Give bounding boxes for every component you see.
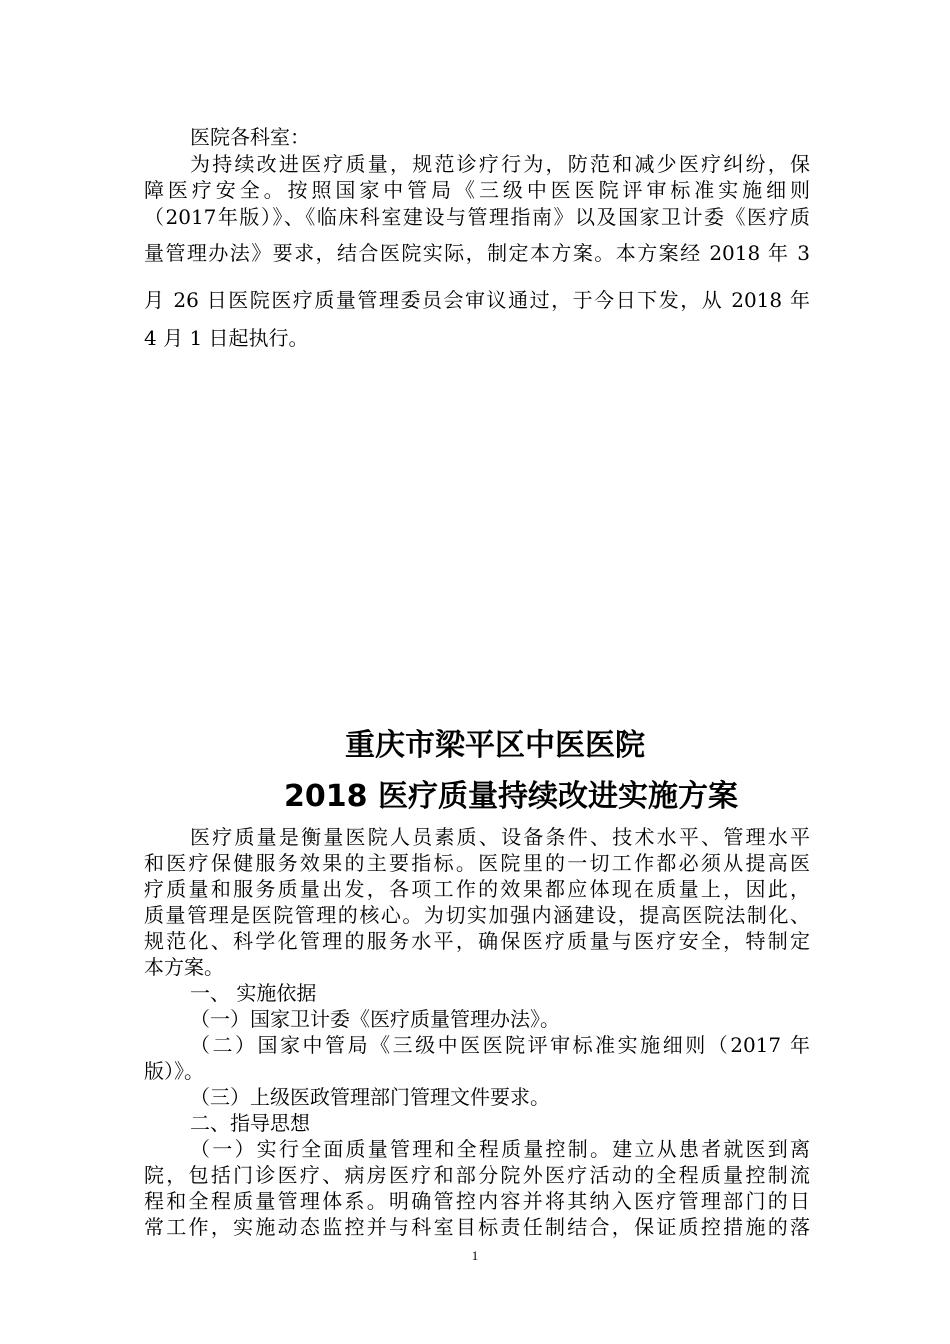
intro-line: 和医疗保健服务效果的主要指标。医院里的一切工作都必须从提高医 (144, 851, 810, 875)
intro-line: 本方案。 (144, 955, 224, 979)
letter-line: 障医疗安全。按照国家中管局《三级中医医院评审标准实施细则 (144, 178, 810, 202)
letter-line: 量管理办法》要求，结合医院实际，制定本方案。本方案经 2018 年 3 (144, 241, 810, 265)
section-heading: 二、指导思想 (190, 1111, 310, 1135)
section-item: （三）上级医政管理部门管理文件要求。 (190, 1085, 550, 1109)
intro-line: 疗质量和服务质量出发，各项工作的效果都应体现在质量上，因此， (144, 877, 810, 901)
section-line: 院，包括门诊医疗、病房医疗和部分院外医疗活动的全程质量控制流 (144, 1163, 810, 1187)
section-line: （一）实行全面质量管理和全程质量控制。建立从患者就医到离 (190, 1137, 810, 1161)
letter-salutation: 医院各科室： (190, 125, 310, 149)
letter-line: 为持续改进医疗质量，规范诊疗行为，防范和减少医疗纠纷，保 (190, 152, 810, 176)
letter-line: 月 26 日医院医疗质量管理委员会审议通过，于今日下发，从 2018 年 (144, 288, 810, 312)
intro-line: 规范化、科学化管理的服务水平，确保医疗质量与医疗安全，特制定 (144, 929, 810, 953)
document-title: 重庆市梁平区中医医院 (345, 728, 645, 763)
section-item: 版）》。 (144, 1059, 204, 1083)
document-subtitle: 2018 医疗质量持续改进实施方案 (284, 779, 738, 814)
page-number: 1 (471, 1248, 479, 1263)
letter-line: （2017年版）》、《临床科室建设与管理指南》以及国家卫计委《医疗质 (144, 205, 810, 229)
section-line: 常工作，实施动态监控并与科室目标责任制结合，保证质控措施的落 (144, 1215, 810, 1239)
intro-line: 质量管理是医院管理的核心。为切实加强内涵建设，提高医院法制化、 (144, 903, 810, 927)
section-item: （二）国家中管局《三级中医医院评审标准实施细则（2017 年 (190, 1033, 810, 1057)
letter-line: 4 月 1 日起执行。 (144, 326, 309, 350)
section-item: （一）国家卫计委《医疗质量管理办法》。 (190, 1007, 560, 1031)
section-line: 程和全程质量管理体系。明确管控内容并将其纳入医疗管理部门的日 (144, 1189, 810, 1213)
section-heading: 一、 实施依据 (190, 981, 317, 1005)
intro-line: 医疗质量是衡量医院人员素质、设备条件、技术水平、管理水平 (190, 825, 810, 849)
